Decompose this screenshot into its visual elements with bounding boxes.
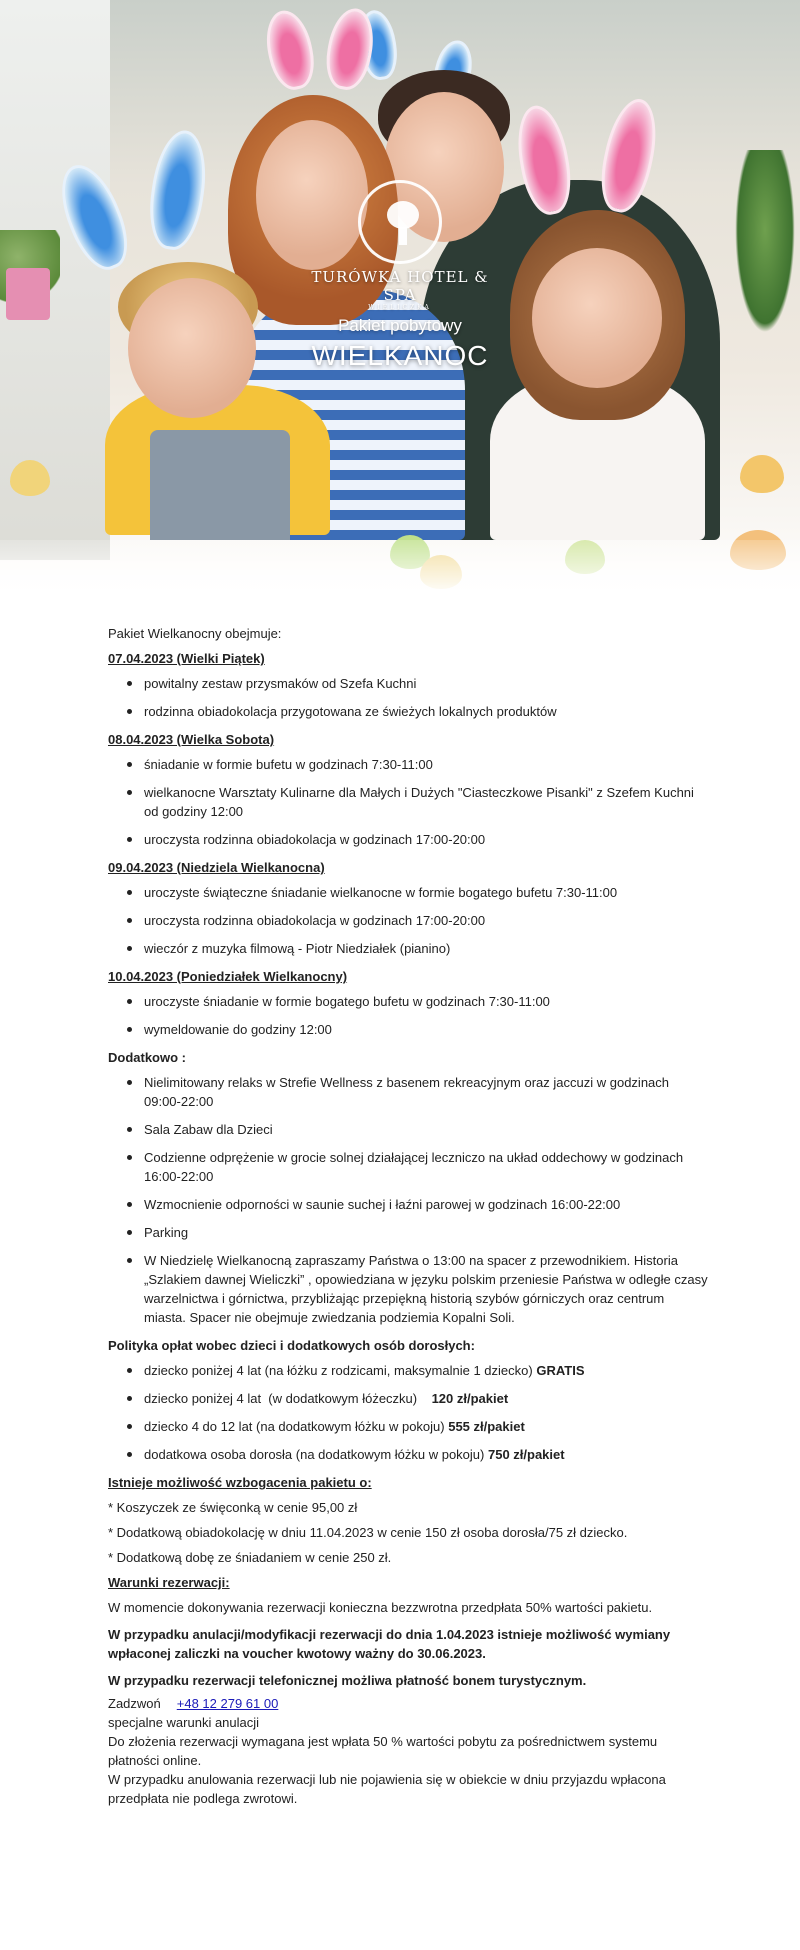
list-item: wieczór z muzyka filmową - Piotr Niedziałek (pianino) <box>108 939 708 958</box>
day-items <box>108 883 708 958</box>
policy-price: GRATIS <box>536 1363 585 1378</box>
list-item <box>108 1389 708 1408</box>
policy-text: dziecko poniżej 4 lat (na łóżku z rodzicami, maksymalnie 1 dziecko) <box>144 1363 537 1378</box>
enrich-item: * Dodatkową dobę ze śniadaniem w cenie 250 zł. <box>108 1550 392 1565</box>
terms-heading: Warunki rezerwacji: <box>108 1575 230 1590</box>
list-item <box>108 1361 708 1380</box>
list-item: Nielimitowany relaks w Strefie Wellness z basenem rekreacyjnym oraz jaccuzi w godzinach 09:00-22:00 <box>108 1073 708 1111</box>
list-item: śniadanie w formie bufetu w godzinach 7:30-11:00 <box>108 755 708 774</box>
special-conditions: specjalne warunki anulacji <box>108 1715 260 1730</box>
package-label: Pakiet pobytowy <box>338 316 462 335</box>
day-heading: 08.04.2023 (Wielka Sobota) <box>108 732 275 747</box>
policy-heading: Polityka opłat wobec dzieci i dodatkowych osób dorosłych: <box>108 1338 475 1353</box>
list-item: Sala Zabaw dla Dzieci <box>108 1120 708 1139</box>
enrich-item: * Dodatkową obiadokolację w dniu 11.04.2023 w cenie 150 zł osoba dorosła/75 zł dziecko. <box>108 1525 628 1540</box>
hotel-logo <box>300 180 500 311</box>
day-heading: 07.04.2023 (Wielki Piątek) <box>108 651 265 666</box>
terms-voucher: W przypadku rezerwacji telefonicznej możliwa płatność bonem turystycznym. <box>108 1673 587 1688</box>
list-item: Codzienne odprężenie w grocie solnej działającej leczniczo na układ oddechowy w godzinach 16:00-22:00 <box>108 1148 708 1186</box>
list-item: W Niedzielę Wielkanocną zapraszamy Państwa o 13:00 na spacer z przewodnikiem. Historia „Szlakiem dawnej Wieliczki” , opowiedziana w języku polskim przeniesie Państwa w odległe czasy warzelnictwa i górnictwa, przybliżając przepiękną historią szybów górniczych oraz centrum miasta. Spacer nie obejmuje zwiedzania podziemia Kopalni Soli. <box>108 1251 708 1327</box>
list-item: wymeldowanie do godziny 12:00 <box>108 1020 708 1039</box>
list-item <box>108 1417 708 1436</box>
package-description <box>108 624 708 1808</box>
day-heading: 09.04.2023 (Niedziela Wielkanocna) <box>108 860 325 875</box>
deposit-info: Do złożenia rezerwacji wymagana jest wpłata 50 % wartości pobytu za pośrednictwem systemu płatności online. <box>108 1734 658 1768</box>
day-items <box>108 992 708 1039</box>
enrich-item: * Koszyczek ze święconką w cenie 95,00 zł <box>108 1500 358 1515</box>
plant-right <box>730 150 800 350</box>
policy-list <box>108 1361 708 1464</box>
day-heading: 10.04.2023 (Poniedziałek Wielkanocny) <box>108 969 348 984</box>
terms-modification: W przypadku anulacji/modyfikacji rezerwacji do dnia 1.04.2023 istnieje możliwość wymiany wpłaconej zaliczki na voucher kwotowy ważny do 30.06.2023. <box>108 1627 671 1661</box>
intro-text: Pakiet Wielkanocny obejmuje: <box>108 626 282 641</box>
policy-text: dziecko 4 do 12 lat (na dodatkowym łóżku w pokoju) <box>144 1419 449 1434</box>
call-row <box>108 1694 708 1713</box>
easter-egg <box>10 460 50 496</box>
policy-text: dziecko poniżej 4 lat (w dodatkowym łóżeczku) <box>144 1391 432 1406</box>
cancellation-info: W przypadku anulowania rezerwacji lub nie pojawienia się w obiekcie w dniu przyjazdu wpłacona przedpłata nie podlega zwrotowi. <box>108 1772 666 1806</box>
enrich-heading: Istnieje możliwość wzbogacenia pakietu o: <box>108 1475 372 1490</box>
policy-price: 120 zł/pakiet <box>431 1391 509 1406</box>
list-item: uroczysta rodzinna obiadokolacja w godzinach 17:00-20:00 <box>108 911 708 930</box>
list-item: uroczyste świąteczne śniadanie wielkanocne w formie bogatego bufetu 7:30-11:00 <box>108 883 708 902</box>
phone-link[interactable]: +48 12 279 61 00 <box>176 1696 279 1711</box>
logo-name: TURÓWKA HOTEL & SPA <box>311 268 489 304</box>
extras-list <box>108 1073 708 1327</box>
call-label: Zadzwoń <box>108 1696 161 1711</box>
table-surface <box>0 540 800 615</box>
hero-banner <box>0 0 800 615</box>
list-item: Wzmocnienie odporności w saunie suchej i łaźni parowej w godzinach 16:00-22:00 <box>108 1195 708 1214</box>
flower-pot <box>6 268 50 320</box>
policy-text: dodatkowa osoba dorosła (na dodatkowym łóżku w pokoju) <box>144 1447 488 1462</box>
list-item: uroczysta rodzinna obiadokolacja w godzinach 17:00-20:00 <box>108 830 708 849</box>
policy-price: 750 zł/pakiet <box>487 1447 565 1462</box>
day-items <box>108 755 708 849</box>
list-item: uroczyste śniadanie w formie bogatego bufetu w godzinach 7:30-11:00 <box>108 992 708 1011</box>
list-item: Parking <box>108 1223 708 1242</box>
list-item: powitalny zestaw przysmaków od Szefa Kuchni <box>108 674 708 693</box>
package-title: WIELKANOC <box>311 340 489 371</box>
easter-egg <box>740 455 784 493</box>
logo-subtitle: WIELICZKA <box>368 304 432 311</box>
day-items <box>108 674 708 721</box>
list-item: rodzinna obiadokolacja przygotowana ze świeżych lokalnych produktów <box>108 702 708 721</box>
list-item: wielkanocne Warsztaty Kulinarne dla Małych i Dużych "Ciasteczkowe Pisanki" z Szefem Kuchni od godziny 12:00 <box>108 783 708 821</box>
extras-heading: Dodatkowo : <box>108 1050 186 1065</box>
policy-price: 555 zł/pakiet <box>448 1419 525 1434</box>
tree-emblem-icon <box>358 180 442 264</box>
list-item <box>108 1445 708 1464</box>
terms-deposit: W momencie dokonywania rezerwacji konieczna bezzwrotna przedpłata 50% wartości pakietu. <box>108 1600 653 1615</box>
